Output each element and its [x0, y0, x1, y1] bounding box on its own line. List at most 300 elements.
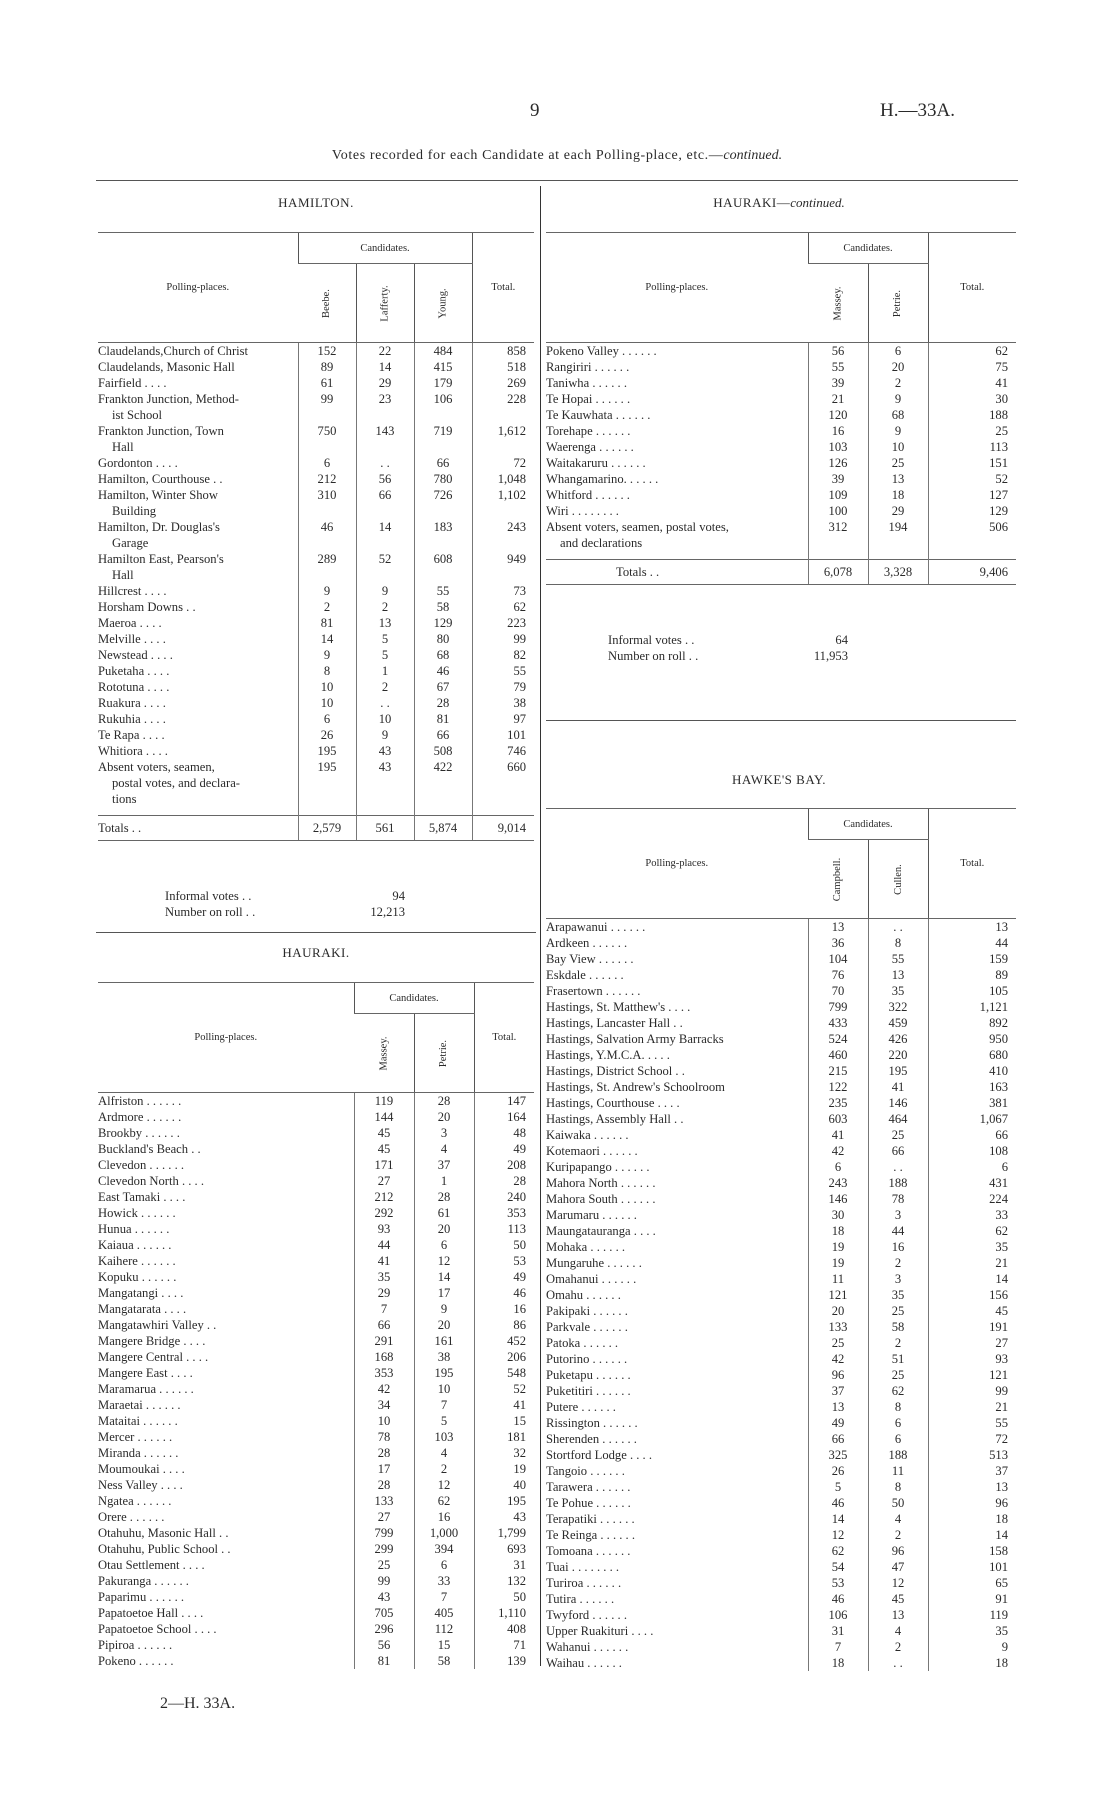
row-total: 55	[472, 663, 534, 679]
candidate-name: Young.	[437, 287, 449, 319]
polling-place-name: Terapatiki . . . . . .	[546, 1512, 635, 1526]
polling-place-name: Alfriston . . . . . .	[98, 1094, 182, 1108]
vote-count: 35	[868, 983, 928, 999]
table-row	[98, 1173, 534, 1189]
vote-count: 20	[414, 1221, 474, 1237]
vote-count: 5	[808, 1479, 868, 1495]
row-total: 21	[928, 1399, 1016, 1415]
polling-place-name: Hastings, Lancaster Hall . .	[546, 1016, 683, 1030]
vote-count: 43	[356, 743, 414, 759]
table-row	[98, 1653, 534, 1669]
row-total: 21	[928, 1255, 1016, 1271]
candidates-header: Candidates.	[354, 983, 474, 1014]
vote-count: 194	[868, 519, 928, 535]
section-divider	[546, 720, 1016, 721]
polling-place-name: Otahuhu, Public School . .	[98, 1542, 231, 1556]
row-total: 25	[928, 423, 1016, 439]
row-total: 206	[474, 1349, 534, 1365]
vote-count: 62	[414, 1493, 474, 1509]
vote-count: 133	[808, 1319, 868, 1335]
vote-count: 55	[868, 951, 928, 967]
vote-count: 8	[868, 1399, 928, 1415]
number-on-roll-value: 11,953	[813, 649, 848, 663]
vote-count: 45	[868, 1591, 928, 1607]
table-row	[98, 1253, 534, 1269]
table-row	[98, 1589, 534, 1605]
polling-place-name: Hamilton, Dr. Douglas's	[98, 520, 220, 534]
candidate-name: Massey.	[378, 1035, 390, 1071]
row-total: 240	[474, 1189, 534, 1205]
table-row	[546, 1415, 1016, 1431]
vote-count: 10	[354, 1413, 414, 1429]
vote-count: 62	[868, 1383, 928, 1399]
page-heading	[0, 148, 1114, 164]
vote-count: 99	[298, 391, 356, 407]
vote-count: 5	[356, 647, 414, 663]
vote-count: 16	[414, 1509, 474, 1525]
row-total: 228	[472, 391, 534, 407]
polling-place-name: Mercer . . . . . .	[98, 1430, 173, 1444]
table-row	[98, 1557, 534, 1573]
polling-place-name: Te Rapa . . . .	[98, 728, 165, 742]
table-row	[546, 1047, 1016, 1063]
total-header: Total.	[928, 809, 1016, 919]
table-row	[546, 1543, 1016, 1559]
vote-count: 7	[414, 1589, 474, 1605]
table-row	[546, 1431, 1016, 1447]
polling-place-name: Mataitai . . . . . .	[98, 1414, 178, 1428]
polling-place-name: Tomoana . . . . . .	[546, 1544, 631, 1558]
vote-count: 2	[868, 1335, 928, 1351]
row-total: 18	[928, 1655, 1016, 1671]
section-divider	[96, 932, 536, 933]
row-total: 269	[472, 375, 534, 391]
vote-count: 54	[808, 1559, 868, 1575]
vote-count: 43	[356, 759, 414, 775]
vote-count: 70	[808, 983, 868, 999]
vote-count: 415	[414, 359, 472, 375]
vote-count: 47	[868, 1559, 928, 1575]
vote-count: 215	[808, 1063, 868, 1079]
table-row	[546, 1239, 1016, 1255]
row-total: 96	[928, 1495, 1016, 1511]
table-row	[98, 1141, 534, 1157]
vote-count: 96	[808, 1367, 868, 1383]
table-row	[546, 343, 1016, 360]
row-total: 224	[928, 1191, 1016, 1207]
row-total: 19	[474, 1461, 534, 1477]
polling-place-name: Turiroa . . . . . .	[546, 1576, 622, 1590]
row-total: 195	[474, 1493, 534, 1509]
row-total: 14	[928, 1271, 1016, 1287]
vote-count: 212	[354, 1189, 414, 1205]
footer-reference: 2—H. 33A.	[160, 1695, 236, 1712]
candidate-name: Cullen.	[892, 863, 904, 895]
vote-count: 4	[868, 1511, 928, 1527]
table-row	[98, 423, 534, 439]
polling-place-name: Upper Ruakituri . . . .	[546, 1624, 654, 1638]
table-row	[546, 1623, 1016, 1639]
vote-count: 112	[414, 1621, 474, 1637]
vote-count: 67	[414, 679, 472, 695]
vote-count: 426	[868, 1031, 928, 1047]
vote-count: 19	[808, 1239, 868, 1255]
candidates-header: Candidates.	[808, 809, 928, 840]
polling-place-name: Orere . . . . . .	[98, 1510, 165, 1524]
vote-count: 36	[808, 935, 868, 951]
vote-count: 13	[808, 919, 868, 936]
row-total: 548	[474, 1365, 534, 1381]
polling-place-name: Mangere Central . . . .	[98, 1350, 209, 1364]
polling-place-name: Hamilton East, Pearson's	[98, 552, 224, 566]
vote-count: 13	[356, 615, 414, 631]
vote-count: 322	[868, 999, 928, 1015]
vote-count: 188	[868, 1447, 928, 1463]
row-total: 31	[474, 1557, 534, 1573]
vote-count: 10	[356, 711, 414, 727]
vote-count: 1	[414, 1173, 474, 1189]
polling-place-name: Kuripapango . . . . . .	[546, 1160, 650, 1174]
vote-count	[298, 791, 356, 807]
polling-place-name: Waitakaruru . . . . . .	[546, 456, 646, 470]
polling-place-name: Clevedon North . . . .	[98, 1174, 204, 1188]
table-row	[546, 1527, 1016, 1543]
polling-place-name: Pakuranga . . . . . .	[98, 1574, 189, 1588]
polling-place-name: Pakipaki . . . . . .	[546, 1304, 628, 1318]
hauraki-summary	[608, 632, 848, 664]
table-row	[98, 519, 534, 535]
polling-place-name: Kaiwaka . . . . . .	[546, 1128, 629, 1142]
table-row	[98, 1269, 534, 1285]
vote-count: . .	[356, 455, 414, 471]
vote-count: 3	[868, 1207, 928, 1223]
vote-count: . .	[868, 1655, 928, 1671]
row-total: 101	[472, 727, 534, 743]
table-row	[546, 359, 1016, 375]
vote-count: 799	[808, 999, 868, 1015]
vote-count: 7	[414, 1397, 474, 1413]
table-row	[546, 1479, 1016, 1495]
page-heading-main: Votes recorded for each Candidate at each Polling-place, etc.—	[331, 148, 724, 163]
row-total: 46	[474, 1285, 534, 1301]
vote-count: 16	[868, 1239, 928, 1255]
row-total: 33	[928, 1207, 1016, 1223]
vote-count: 109	[808, 487, 868, 503]
row-total: 1,110	[474, 1605, 534, 1621]
table-row	[98, 1221, 534, 1237]
table-row	[98, 1477, 534, 1493]
polling-place-name: Whangamarino. . . . . .	[546, 472, 659, 486]
polling-place-name: Te Pohue . . . . . .	[546, 1496, 631, 1510]
vote-count: 14	[808, 1511, 868, 1527]
table-row	[98, 1621, 534, 1637]
table-row	[98, 1605, 534, 1621]
vote-count: 10	[868, 439, 928, 455]
vote-count: 119	[354, 1093, 414, 1110]
row-total: 1,102	[472, 487, 534, 503]
table-row	[98, 1093, 534, 1110]
row-total: 40	[474, 1477, 534, 1493]
table-row	[546, 1319, 1016, 1335]
vote-count: 35	[354, 1269, 414, 1285]
candidate-name: Beebe.	[321, 288, 333, 318]
row-total: 1,067	[928, 1111, 1016, 1127]
polling-place-name: Hall	[112, 440, 134, 454]
polling-place-name: Mangatarata . . . .	[98, 1302, 187, 1316]
number-on-roll-label: Number on roll . .	[165, 905, 256, 919]
table-row	[546, 1303, 1016, 1319]
polling-place-name: Rototuna . . . .	[98, 680, 170, 694]
table-row	[546, 1271, 1016, 1287]
section-title-hawkes-bay: HAWKE'S BAY.	[732, 772, 826, 787]
vote-count: 18	[808, 1223, 868, 1239]
polling-place-name: Mangere Bridge . . . .	[98, 1334, 206, 1348]
table-row	[546, 1175, 1016, 1191]
row-total: 410	[928, 1063, 1016, 1079]
polling-place-name: ist School	[112, 408, 163, 422]
row-total: 950	[928, 1031, 1016, 1047]
row-total: 79	[472, 679, 534, 695]
vote-count: 126	[808, 455, 868, 471]
vote-count: 12	[414, 1253, 474, 1269]
vote-count: 41	[354, 1253, 414, 1269]
polling-place-name: Maungatauranga . . . .	[546, 1224, 656, 1238]
polling-place-name: Kaihere . . . . . .	[98, 1254, 176, 1268]
vote-count: 25	[808, 1335, 868, 1351]
vote-count: 9	[356, 727, 414, 743]
vote-count: 13	[868, 471, 928, 487]
polling-place-name: Mangatawhiri Valley . .	[98, 1318, 217, 1332]
vote-count: 299	[354, 1541, 414, 1557]
vote-count: 66	[808, 1431, 868, 1447]
polling-place-name: Frasertown . . . . . .	[546, 984, 641, 998]
candidate-name: Campbell.	[832, 857, 844, 901]
vote-count	[414, 407, 472, 423]
polling-place-name: Te Kauwhata . . . . . .	[546, 408, 651, 422]
candidate-name: Massey.	[832, 285, 844, 321]
vote-count: 780	[414, 471, 472, 487]
row-total: 62	[928, 343, 1016, 360]
vote-count: 4	[414, 1445, 474, 1461]
vote-count: 14	[414, 1269, 474, 1285]
vote-count: 100	[808, 503, 868, 519]
vote-count: 168	[354, 1349, 414, 1365]
row-total: 1,799	[474, 1525, 534, 1541]
vote-count: 120	[808, 407, 868, 423]
total-value: 6,078	[808, 560, 868, 585]
table-row	[98, 343, 534, 360]
row-total	[472, 791, 534, 807]
vote-count: 58	[868, 1319, 928, 1335]
vote-count: 42	[808, 1143, 868, 1159]
vote-count: 17	[354, 1461, 414, 1477]
vote-count: 188	[868, 1175, 928, 1191]
vote-count: 4	[868, 1623, 928, 1639]
row-total: 27	[928, 1335, 1016, 1351]
row-total: 49	[474, 1141, 534, 1157]
polling-place-name: Stortford Lodge . . . .	[546, 1448, 652, 1462]
polling-place-name: and declarations	[560, 536, 643, 550]
vote-count: 152	[298, 343, 356, 360]
vote-count: 28	[414, 1093, 474, 1110]
table-row	[546, 1143, 1016, 1159]
table-row	[546, 487, 1016, 503]
row-total: 191	[928, 1319, 1016, 1335]
table-row	[546, 1159, 1016, 1175]
polling-place-name: Hamilton, Winter Show	[98, 488, 218, 502]
vote-count: . .	[868, 1159, 928, 1175]
polling-place-name: Hamilton, Courthouse . .	[98, 472, 223, 486]
vote-count: 66	[414, 455, 472, 471]
table-row	[546, 423, 1016, 439]
table-row	[546, 1607, 1016, 1623]
polling-place-name: Wahanui . . . . . .	[546, 1640, 629, 1654]
polling-place-name: Melville . . . .	[98, 632, 166, 646]
vote-count: 484	[414, 343, 472, 360]
candidates-header: Candidates.	[808, 233, 928, 264]
polling-place-name: Howick . . . . . .	[98, 1206, 176, 1220]
polling-place-name: Rissington . . . . . .	[546, 1416, 638, 1430]
vote-count: 26	[808, 1463, 868, 1479]
vote-count: 30	[808, 1207, 868, 1223]
table-row	[98, 1157, 534, 1173]
total-value: 5,874	[414, 816, 472, 841]
row-total: 53	[474, 1253, 534, 1269]
vote-count: 3	[868, 1271, 928, 1287]
vote-count: 1	[356, 663, 414, 679]
vote-count: 41	[808, 1127, 868, 1143]
row-total: 52	[474, 1381, 534, 1397]
vote-count: 2	[868, 375, 928, 391]
vote-count: 289	[298, 551, 356, 567]
row-total: 93	[928, 1351, 1016, 1367]
table-row	[98, 1285, 534, 1301]
vote-count: 122	[808, 1079, 868, 1095]
section-title-hauraki-continued	[544, 195, 1014, 211]
polling-place-name: Tuai . . . . . . . .	[546, 1560, 620, 1574]
polling-place-name: Waerenga . . . . . .	[546, 440, 634, 454]
row-total: 82	[472, 647, 534, 663]
table-row	[98, 1333, 534, 1349]
table-row	[98, 391, 534, 407]
vote-count: 28	[414, 695, 472, 711]
vote-count: 56	[356, 471, 414, 487]
row-total: 97	[472, 711, 534, 727]
table-row	[546, 999, 1016, 1015]
table-row	[98, 375, 534, 391]
polling-place-name: Maraetai . . . . . .	[98, 1398, 181, 1412]
vote-count: 39	[808, 471, 868, 487]
vote-count: 144	[354, 1109, 414, 1125]
row-total: 113	[474, 1221, 534, 1237]
table-row	[98, 1573, 534, 1589]
total-header: Total.	[474, 983, 534, 1093]
vote-count: 78	[354, 1429, 414, 1445]
vote-count: 39	[808, 375, 868, 391]
table-row	[98, 1541, 534, 1557]
row-total: 15	[474, 1413, 534, 1429]
vote-count: 80	[414, 631, 472, 647]
vote-count: 603	[808, 1111, 868, 1127]
polling-place-name: Kopuku . . . . . .	[98, 1270, 177, 1284]
table-row	[98, 695, 534, 711]
row-total: 506	[928, 519, 1016, 535]
row-total: 71	[474, 1637, 534, 1653]
polling-place-name: tions	[112, 792, 137, 806]
polling-place-name: Paparimu . . . . . .	[98, 1590, 185, 1604]
row-total: 129	[928, 503, 1016, 519]
table-row	[546, 1127, 1016, 1143]
polling-place-name: Mangere East . . . .	[98, 1366, 193, 1380]
vote-count: 291	[354, 1333, 414, 1349]
vote-count: 58	[414, 599, 472, 615]
row-total: 139	[474, 1653, 534, 1669]
row-total: 119	[928, 1607, 1016, 1623]
vote-count: 25	[354, 1557, 414, 1573]
vote-count: 325	[808, 1447, 868, 1463]
vote-count: 5	[356, 631, 414, 647]
vote-count: 179	[414, 375, 472, 391]
row-total: 41	[474, 1397, 534, 1413]
polling-place-name: Twyford . . . . . .	[546, 1608, 627, 1622]
polling-place-name: Papatoetoe School . . . .	[98, 1622, 217, 1636]
row-total	[472, 439, 534, 455]
vote-count: 18	[808, 1655, 868, 1671]
table-row	[98, 615, 534, 631]
polling-place-name: Clevedon . . . . . .	[98, 1158, 185, 1172]
row-total: 113	[928, 439, 1016, 455]
vote-count: 44	[354, 1237, 414, 1253]
row-total: 18	[928, 1511, 1016, 1527]
vote-count: 41	[868, 1079, 928, 1095]
vote-count	[356, 567, 414, 583]
vote-count: 25	[868, 1303, 928, 1319]
totals-label: Totals . .	[98, 816, 298, 841]
vote-count: 13	[868, 967, 928, 983]
polling-place-name: Hunua . . . . . .	[98, 1222, 170, 1236]
row-total: 50	[474, 1237, 534, 1253]
vote-count: 37	[414, 1157, 474, 1173]
vote-count: 28	[414, 1189, 474, 1205]
vote-count: 6	[868, 343, 928, 360]
vote-count: 195	[868, 1063, 928, 1079]
vote-count: 20	[414, 1317, 474, 1333]
row-total: 858	[472, 343, 534, 360]
polling-place-name: Eskdale . . . . . .	[546, 968, 624, 982]
vote-count: 6	[298, 711, 356, 727]
row-total: 164	[474, 1109, 534, 1125]
row-total: 89	[928, 967, 1016, 983]
vote-count: 195	[298, 743, 356, 759]
vote-count: 49	[808, 1415, 868, 1431]
polling-place-name: Mangatangi . . . .	[98, 1286, 184, 1300]
table-row	[98, 487, 534, 503]
table-row	[546, 535, 1016, 551]
vote-count: 26	[298, 727, 356, 743]
vote-count: 13	[808, 1399, 868, 1415]
vote-count: 422	[414, 759, 472, 775]
polling-place-name: Maramarua . . . . . .	[98, 1382, 194, 1396]
vote-count: 2	[868, 1527, 928, 1543]
vote-count	[414, 535, 472, 551]
polling-place-name: Tangoio . . . . . .	[546, 1464, 625, 1478]
table-row	[98, 1637, 534, 1653]
row-total: 1,121	[928, 999, 1016, 1015]
vote-count: 143	[356, 423, 414, 439]
row-total: 1,048	[472, 471, 534, 487]
vote-count: 195	[298, 759, 356, 775]
vote-count: 146	[808, 1191, 868, 1207]
